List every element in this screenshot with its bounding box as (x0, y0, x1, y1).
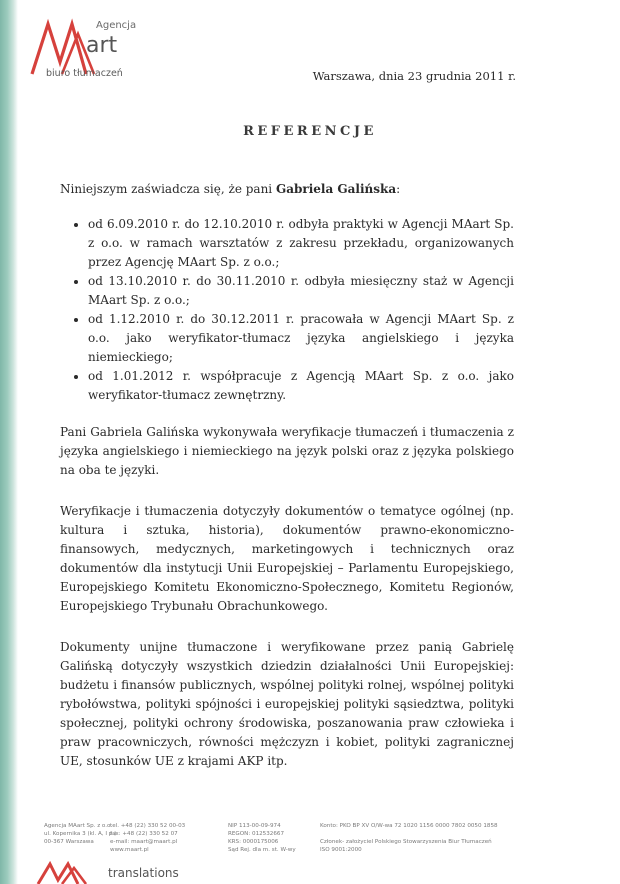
list-item: • od 1.01.2012 r. współpracuje z Agencją MAart Sp. z o.o. jako weryfikator-tłumacz zewnętrzny. (88, 367, 514, 405)
footer-contact: tel. +48 (22) 330 52 00-03 fax: +48 (22) 330 52 07 e-mail: maart@maart.pl www.maart.pl (110, 823, 186, 853)
intro-colon: : (396, 182, 401, 196)
logo-art-text: art (86, 33, 118, 58)
footer-logo-icon (36, 858, 106, 884)
logo-agencja-text: Agencja (96, 20, 137, 31)
paragraph-document-types: Weryfikacje i tłumaczenia dotyczyły dokumentów o tematyce ogólnej (np. kultura i sztuka, historia), dokumentów prawno-ekonomiczno-finansowych, medycznych, marketingowych i technicznych oraz dokumentów dla instytucji Unii Europejskiej – Parlamentu Europejskiego, Europejskiego Komitetu Ekonomiczno-Społecznego, Komitetu Regionów, Europejskiego Trybunału Obrachunkowego. (60, 504, 514, 613)
intro-text: Niniejszym zaświadcza się, że pani (60, 182, 276, 196)
paragraph-languages: Pani Gabriela Galińska wykonywała weryfikacje tłumaczeń i tłumaczenia z języka angielskiego i niemieckiego na język polski oraz z języka polskiego na oba te języki. (60, 425, 514, 477)
logo-subtitle: biuro tłumaczeń (46, 68, 123, 79)
letterhead-footer (44, 822, 604, 872)
document-date: Warszawa, dnia 23 grudnia 2011 r. (312, 69, 516, 83)
list-item: • od 1.12.2010 r. do 30.12.2011 r. pracowała w Agencji MAart Sp. z o.o. jako weryfikator-tłumacz języka angielskiego i języka niemieckiego; (88, 310, 514, 367)
intro-sentence (60, 180, 514, 199)
letter-body (60, 180, 514, 793)
person-name: Gabriela Galińska (275, 182, 397, 196)
footer-registry: NIP 113-00-09-974 REGON: 012532667 KRS: 0000175006 Sąd Rej. dla m. st. W-wy (228, 823, 296, 853)
footer-bank-membership: Konto: PKO BP XV O/W-wa 72 1020 1156 0000 7802 0050 1858 Członek- założyciel Polskiego Stowarzyszenia Biur Tłumaczeń ISO 9001:2000 (320, 823, 498, 853)
paragraph-eu-fields: Dokumenty unijne tłumaczone i weryfikowane przez panią Gabrielę Galińską dotyczyły wszystkich dziedzin działalności Unii Europejskiej: budżetu i finansów publicznych, wspólnej polityki rolnej, wspólnej polityki rybołówstwa, polityki spójności i europejskiej polityki sąsiedztwa, polityki społecznej, polityki ochrony środowiska, poszanowania praw człowieka i praw pracowniczych, równości mężczyzn i kobiet, polityki zagranicznej UE, stosunków UE z krajami AKP itp. (60, 640, 514, 768)
document-title: REFERENCJE (243, 124, 377, 139)
footer-translations-label: translations (108, 866, 179, 880)
list-item: • od 13.10.2010 r. do 30.11.2010 r. odbyła miesięczny staż w Agencji MAart Sp. z o.o.; (88, 272, 514, 310)
footer-address: Agencja MAart Sp. z o.o. ul. Kopernika 3 (kl. A, I p.) 00-367 Warszawa (44, 823, 117, 845)
list-item: • od 6.09.2010 r. do 12.10.2010 r. odbyła praktyki w Agencji MAart Sp. z o.o. w ramach warsztatów z zakresu przekładu, organizowanych przez Agencję MAart Sp. z o.o.; (88, 215, 514, 272)
employment-history-list (60, 215, 514, 405)
